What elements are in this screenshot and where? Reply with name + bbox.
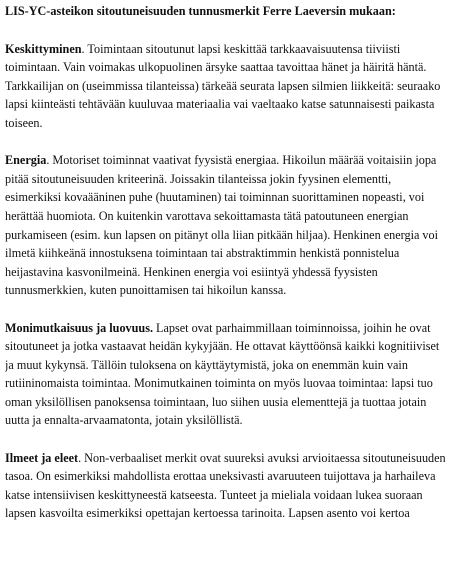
section-energia xyxy=(5,151,447,300)
section-term: Keskittyminen xyxy=(5,41,82,56)
section-body: . Non-verbaaliset merkit ovat suureksi avuksi arvioitaessa sitoutuneisuuden tasoa. On esimerkiksi mahdollista erottaa uneksivasti avaruuteen tuijottava ja harhaileva katse intensiivisen keskittyneestä katseesta. Tunteet ja mieliala voidaan lukea suoraan lapsen kasvoilta esimerkiksi opettajan kertoessa tarinoita. Lapsen asento voi kertoa xyxy=(5,450,446,521)
spacer xyxy=(5,430,447,449)
spacer xyxy=(5,21,447,40)
spacer xyxy=(5,300,447,319)
document-page xyxy=(5,0,447,584)
section-term: Energia xyxy=(5,153,47,168)
section-monimutkaisuus xyxy=(5,319,447,431)
section-body: . Toimintaan sitoutunut lapsi keskittää tarkkaavaisuutensa tiiviisti toimintaan. Vain voimakas ulkopuolinen ärsyke saattaa tavoittaa hänet ja häiritä häntä. Tarkkailijan on (useimmissa tilanteissa) tärkeää seurata lapsen silmien liikkeitä: seuraako lapsi kiinteästi tehtävään kuuluvaa materiaalia vai vaeltaako katse satunnaisesti paikasta toiseen. xyxy=(5,41,441,130)
section-ilmeet-ja-eleet xyxy=(5,449,447,523)
section-term: Monimutkaisuus ja luovuus. xyxy=(5,320,153,335)
section-keskittyminen xyxy=(5,40,447,133)
section-term: Ilmeet ja eleet xyxy=(5,450,79,465)
section-body: . Motoriset toiminnat vaativat fyysistä energiaa. Hikoilun määrää voitaisiin jopa pitää sitoutuneisuuden kriteerinä. Joissakin tilanteissa jokin fyysinen elementti, esimerkiksi kovaääninen puhe (huutaminen) tai toiminnan suorittaminen nopeasti, voi herättää huomiota. On kuitenkin varottava sekoittamasta tätä patoutuneen energian purkamiseen (esim. kun lapsen on pitänyt olla liian pitkään hiljaa). Henkinen energia voi ilmetä kiihkeänä innostuksena toimintaan tai abstraktimmin henkistä ponnistelua heijastavina kasvonilmeinä. Henkinen energia voi esiintyä yhdessä fyysisten tunnusmerkkien, kuten punoittamisen tai hikoilun kanssa. xyxy=(5,153,438,298)
spacer xyxy=(5,133,447,152)
document-title: LIS-YC-asteikon sitoutuneisuuden tunnusmerkit Ferre Laeversin mukaan: xyxy=(5,4,396,18)
section-body: Lapset ovat parhaimmillaan toiminnoissa, joihin he ovat sitoutuneet ja jotka vastaavat heidän kykyjään. He ottavat käyttöönsä kaikki kognitiiviset ja muut kykynsä. Tällöin tuloksena on käyttäytymistä, joka on enemmän kuin vain rutiininomaista toimintaa. Monimutkainen toiminta on myös luovaa toimintaa: lapsi tuo oman yksilöllisen panoksensa toimintaan, luo siihen uusia elementtejä ja tuottaa jotain uutta ja ennalta-arvaamatonta, jotain yksilöllistä. xyxy=(5,320,440,428)
